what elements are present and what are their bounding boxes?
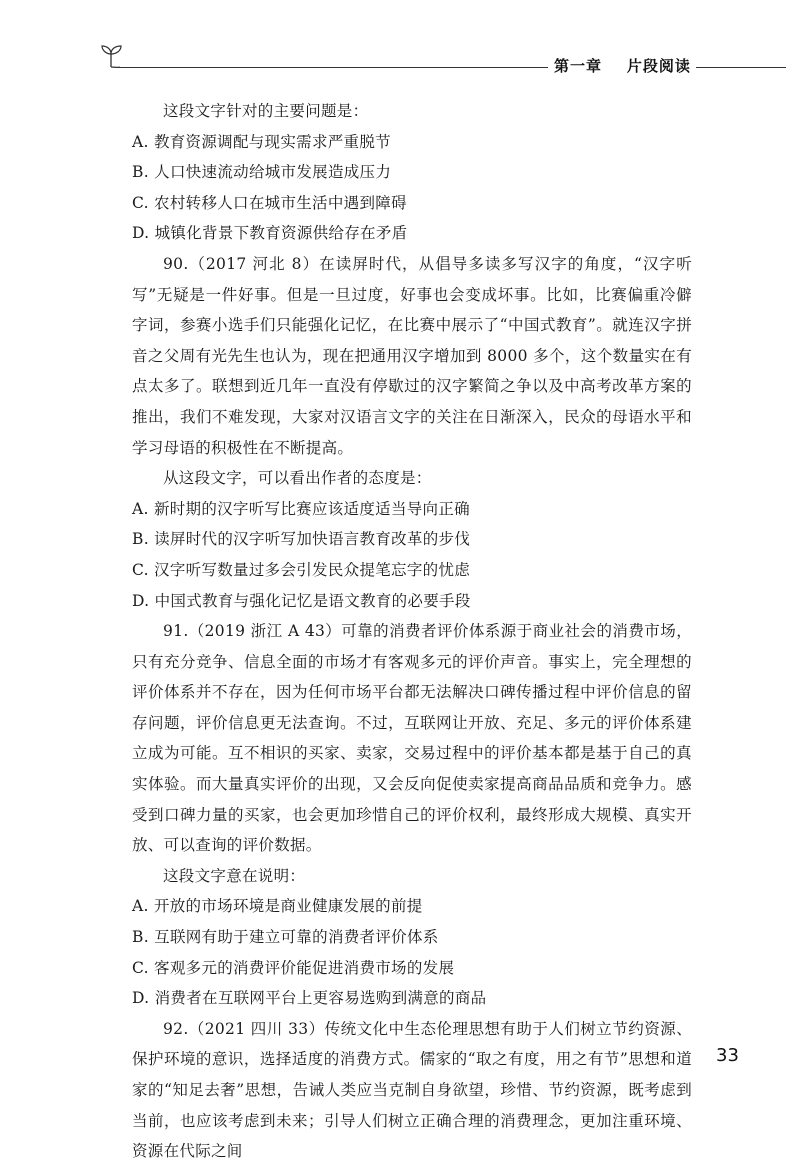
- section-title: 片段阅读: [626, 57, 691, 75]
- option-list: [132, 494, 692, 616]
- chapter-number: 第一章: [554, 57, 603, 75]
- option-a: A. 开放的市场环境是商业健康发展的前提: [132, 897, 423, 916]
- question-text: 92.（2021 四川 33）传统文化中生态伦理思想有助于人们树立节约资源、保护环境的意识，选择适度的消费方式。儒家的“取之有度，用之有节”思想和道家的“知足去奢”思想，告诫人类应当克制自身欲望，珍惜、节约资源，既考虑到当前，也应该考虑到未来；引导人们树立正确合理的消费理念，更加注重环境、资源在代际之间: [132, 1019, 692, 1161]
- question-91: [132, 616, 692, 1014]
- option-d: D. 中国式教育与强化记忆是语文教育的必要手段: [132, 591, 471, 610]
- option-d: D. 消费者在互联网平台上更容易选购到满意的商品: [132, 989, 487, 1008]
- option-b: B. 人口快速流动给城市发展造成压力: [132, 163, 392, 182]
- option-list: [132, 891, 692, 1013]
- header-rule-left: [118, 67, 548, 68]
- question-text: 90.（2017 河北 8）在读屏时代，从倡导多读多写汉字的角度，“汉字听写”无疑是一件好事。但是一旦过度，好事也会变成坏事。比如，比赛偏重冷僻字词，参赛小选手们只能强化记忆，在比赛中展示了“中国式教育”。就连汉字拼音之父周有光先生也认为，现在把通用汉字增加到 8000 多个，这个数量实在有点太多了。联想到近几年一直没有停歇过的汉字繁简之争以及中高考改革方案的推出，我们不难发现，大家对汉语言文字的关注在日渐深入，民众的母语水平和学习母语的积极性在不断提高。: [132, 254, 692, 457]
- question-text: 91.（2019 浙江 A 43）可靠的消费者评价体系源于商业社会的消费市场，只有充分竞争、信息全面的市场才有客观多元的评价声音。事实上，完全理想的评价体系并不存在，因为任何市场平台都无法解决口碑传播过程中评价信息的留存问题，评价信息更无法查询。不过，互联网让开放、充足、多元的评价体系建立成为可能。互不相识的买家、卖家，交易过程中的评价基本都是基于自己的真实体验。而大量真实评价的出现，又会反向促使卖家提高商品品质和竞争力。感受到口碑力量的买家，也会更加珍惜自己的评价权利，最终形成大规模、真实开放、可以查询的评价数据。: [132, 622, 692, 855]
- option-a: A. 新时期的汉字听写比赛应该适度适当导向正确: [132, 499, 470, 518]
- option-b: B. 互联网有助于建立可靠的消费者评价体系: [132, 928, 439, 947]
- option-c: C. 农村转移人口在城市生活中遇到障碍: [132, 193, 407, 212]
- option-d: D. 城镇化背景下教育资源供给存在矛盾: [132, 224, 408, 243]
- question-prompt: 这段文字意在说明：: [163, 866, 306, 885]
- question-prompt: 这段文字针对的主要问题是：: [163, 102, 369, 120]
- question-prompt: 从这段文字，可以看出作者的态度是：: [163, 469, 432, 488]
- option-a: A. 教育资源调配与现实需求严重脱节: [132, 132, 391, 151]
- chapter-title: [554, 55, 691, 76]
- running-header: [96, 40, 786, 76]
- question-89-tail: [132, 96, 692, 249]
- option-b: B. 读屏时代的汉字听写加快语言教育改革的步伐: [132, 530, 471, 549]
- sprout-icon: [96, 40, 126, 70]
- header-rule-right: [696, 67, 786, 68]
- option-c: C. 汉字听写数量过多会引发民众提笔忘字的忧虑: [132, 560, 471, 579]
- question-90: [132, 249, 692, 616]
- page-number: 33: [716, 1045, 739, 1066]
- page-body: [132, 96, 692, 1167]
- option-c: C. 客观多元的消费评价能促进消费市场的发展: [132, 958, 455, 977]
- question-92: [132, 1014, 692, 1167]
- option-list: [132, 127, 692, 249]
